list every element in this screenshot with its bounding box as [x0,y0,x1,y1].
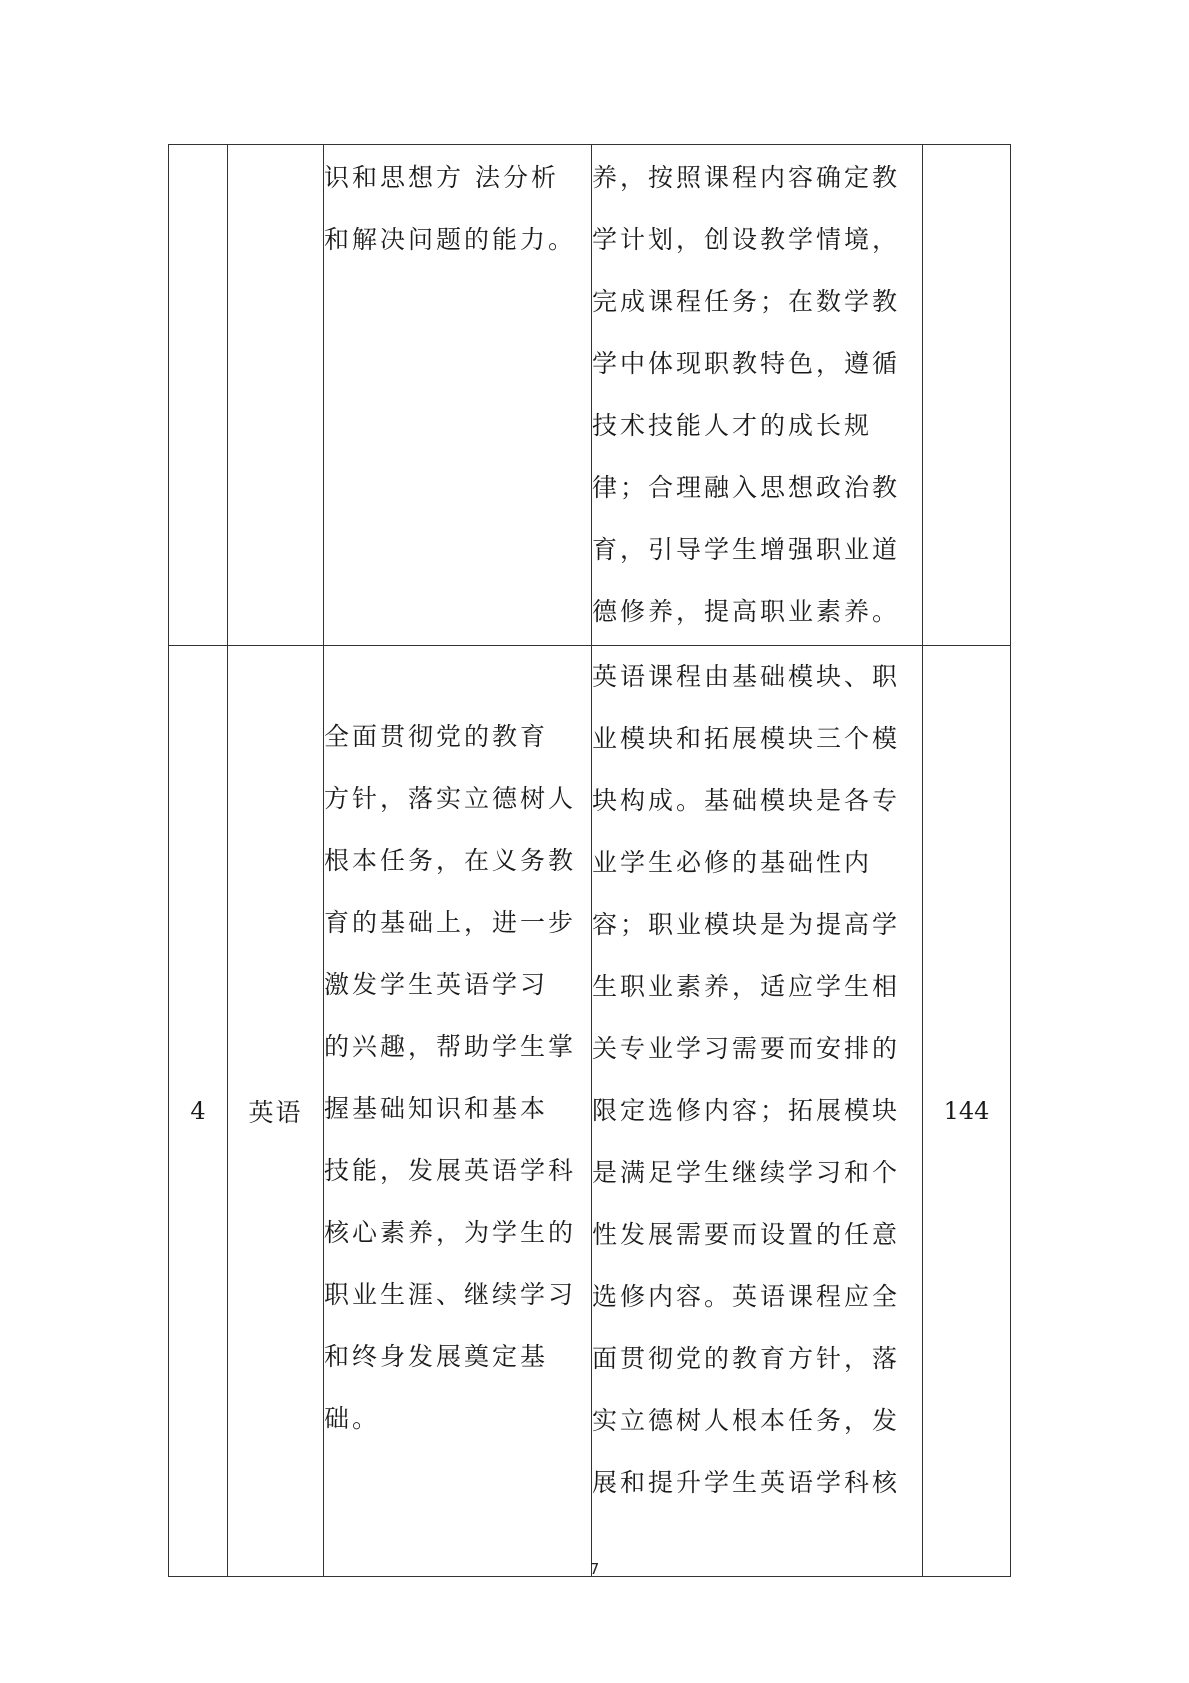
number-cell [169,145,228,646]
table-row [169,646,1011,1577]
course-objectives-cell: 全面贯彻党的教育 方针，落实立德树人 根本任务，在义务教 育的基础上，进一步 激发学生英语学习 的兴趣，帮助学生掌 握基础知识和基本 技能，发展英语学科 核心素养，为学生的 职业生涯、继续学习 和终身发展奠定基 础。 [324,646,592,1577]
course-name-cell [228,145,324,646]
course-requirements-cell: 英语课程由基础模块、职 业模块和拓展模块三个模 块构成。基础模块是各专 业学生必修的基础性内 容；职业模块是为提高学 生职业素养，适应学生相 关专业学习需要而安排的 限定选修内容；拓展模块 是满足学生继续学习和个 性发展需要而设置的任意 选修内容。英语课程应全 面贯彻党的教育方针，落 实立德树人根本任务，发 展和提升学生英语学科核 [592,646,923,1577]
hours-cell [923,145,1011,646]
course-table [168,144,1011,1577]
course-requirements-cell: 养，按照课程内容确定教 学计划，创设教学情境， 完成课程任务；在数学教 学中体现职教特色，遵循 技术技能人才的成长规 律；合理融入思想政治教 育，引导学生增强职业道 德修养，提高职业素养。 [592,145,923,646]
number-cell: 4 [169,646,228,1577]
page-number: 7 [589,1560,600,1578]
course-objectives-cell: 识和思想方 法分析 和解决问题的能力。 [324,145,592,646]
table-row [169,145,1011,646]
hours-cell: 144 [923,646,1011,1577]
course-name-cell: 英语 [228,646,324,1577]
